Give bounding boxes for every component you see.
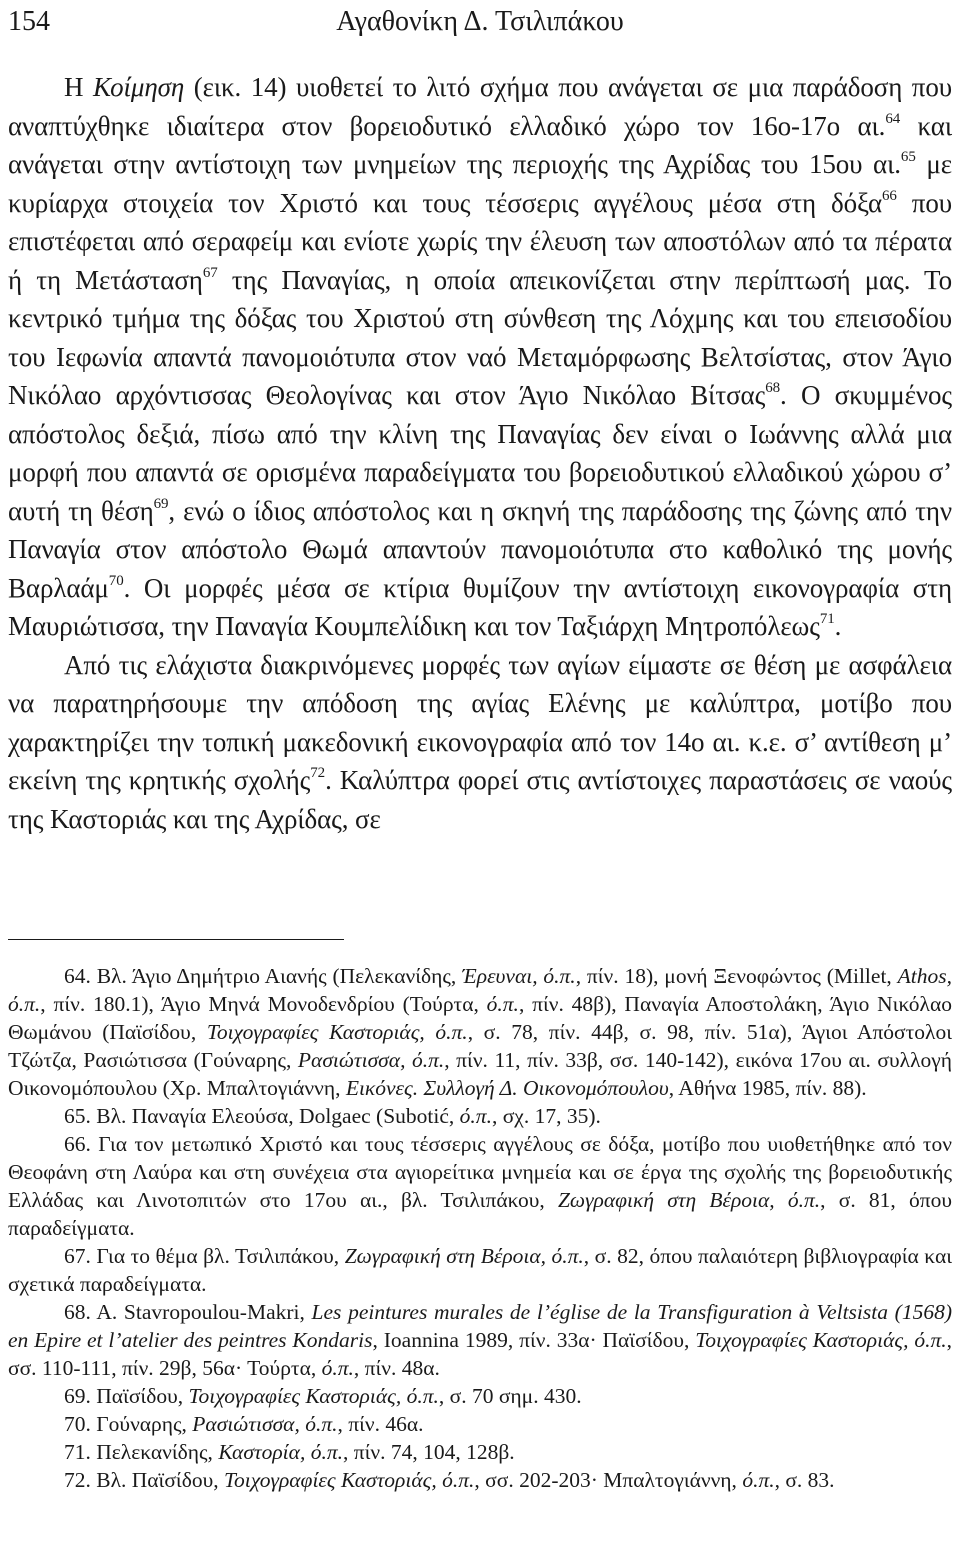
italic-run: ό.π. — [742, 1468, 775, 1492]
text-run: 71. Πελεκανίδης, — [64, 1440, 219, 1464]
footnote-70 — [8, 1410, 952, 1438]
text-run: , πίν. 11, πίν. 33β, σσ. 140-142), εικόνα 17ου αι. συλλογή Οικονομόπουλου (Χρ. Μπαλτογιάννη, — [8, 1048, 953, 1100]
text-run: 69. Παϊσίδου, — [64, 1384, 189, 1408]
footnote-ref-65[interactable]: 65 — [900, 149, 916, 165]
text-run: 65. Βλ. Παναγία Ελεούσα, Dolgaec (Subotić, — [64, 1104, 460, 1128]
main-text — [8, 68, 952, 838]
italic-run: ό.π. — [486, 992, 519, 1016]
text-run: , πίν. 74, 104, 128β. — [342, 1440, 515, 1464]
text-run: 64. Βλ. Άγιο Δημήτριο Αιανής (Πελεκανίδης, — [64, 964, 463, 988]
text-run: 66. Για τον μετωπικό Χριστό και τους τέσσερις αγγέλους σε δόξα, μοτίβο που υιοθετήθηκε από τον Θεοφάνη στη Λαύρα και στη συνέχεια στα αγιορείτικα μνημεία και σε έργα της σχολής της βορειοδυτικής Ελλάδας και Λινοτοπιτών στο 17ου αι., βλ. Τσιλιπάκου, — [8, 1132, 952, 1212]
footnote-ref-70[interactable]: 70 — [108, 572, 124, 589]
text-run: , Αθήνα 1985, πίν. 88). — [668, 1076, 867, 1100]
text-run: , σ. 83. — [774, 1468, 835, 1492]
footnotes — [8, 962, 952, 1494]
italic-run: Ζωγραφική στη Βέροια, ό.π. — [344, 1244, 584, 1268]
italic-run: Ζωγραφική στη Βέροια, ό.π. — [557, 1188, 821, 1212]
footnote-64 — [8, 962, 952, 1102]
text-run: . — [834, 611, 842, 641]
footnote-69 — [8, 1382, 952, 1410]
footnote-68 — [8, 1298, 952, 1382]
text-run: . Οι μορφές μέσα σε κτίρια θυμίζουν την αντίστοιχη εικονογραφία στη Μαυριώτισσα, την Παναγία Κουμπελίδικη και τον Ταξιάρχη Μητροπόλεως — [8, 572, 952, 641]
italic-run: Τοιχογραφίες Καστοριάς, ό.π. — [206, 1020, 468, 1044]
footnote-ref-69[interactable]: 69 — [153, 495, 169, 512]
text-run: , σ. 70 σημ. 430. — [438, 1384, 582, 1408]
italic-run: Ρασιώτισσα, ό.π. — [297, 1048, 445, 1072]
italic-run: Έρευναι, ό.π. — [462, 964, 576, 988]
text-run: , πίν. 48β), Παναγία Αποστολάκη, Άγιο Νικόλαο Θωμάνου (Παϊσίδου, — [8, 992, 952, 1044]
text-run: , ενώ ο ίδιος απόστολος και η σκηνή της παράδοσης της ζώνης από την Παναγία στον απόστολο Θωμά απαντούν πανομοιότυπα στο καθολικό της μονής Βαρλαάμ — [8, 495, 952, 603]
italic-run: Ρασιώτισσα, ό.π. — [192, 1412, 338, 1436]
text-run: , σ. 78, πίν. 44β, σ. 98, πίν. 51α), Άγιοι Απόστολοι Τζώτζα, Ρασιώτισσα (Γούναρης, — [8, 1020, 952, 1072]
text-run: 67. Για το θέμα βλ. Τσιλιπάκου, — [64, 1244, 345, 1268]
paragraph-1 — [8, 68, 952, 646]
footnote-ref-72[interactable]: 72 — [310, 765, 326, 781]
italic-run: Κοίμηση — [92, 72, 185, 102]
italic-run: Les peintures murales de l’église de la Transfiguration à Veltsista (1568) en Epire et l’atelier des peintres Kondaris — [8, 1300, 952, 1352]
text-run: Από τις ελάχιστα διακρινόμενες μορφές των αγίων είμαστε σε θέση με ασφάλεια να παρατηρήσουμε την απόδοση της αγίας Ελένης με καλύπτρα, μοτίβο που χαρακτηρίζει την τοπική μακεδονική εικονογραφία από τον 14ο αι. κ.ε. σ’ αντίθεση μ’ εκείνη της κρητικής σχολής — [8, 649, 952, 795]
paragraph-2 — [8, 646, 952, 839]
text-run: . Ο σκυμμένος απόστολος δεξιά, πίσω από την κλίνη της Παναγίας δεν είναι ο Ιωάννης αλλά μια μορφή που απαντά σε ορισμένα παραδείγματα του βορειοδυτικού ελλαδικού χώρου σ’ αυτή τη θέση — [8, 380, 953, 526]
italic-run: Τοιχογραφίες Καστοριάς, ό.π. — [695, 1328, 947, 1352]
footnote-67 — [8, 1242, 952, 1298]
text-run: , πίν. 46α. — [337, 1412, 424, 1436]
text-run: 68. A. Stavropoulou-Makri, — [64, 1300, 312, 1324]
text-run: , σχ. 17, 35). — [491, 1104, 601, 1128]
text-run: , Ioannina 1989, πίν. 33α· Παϊσίδου, — [372, 1328, 696, 1352]
italic-run: ό.π. — [321, 1356, 354, 1380]
italic-run: Athos, ό.π. — [8, 964, 952, 1016]
footnote-ref-71[interactable]: 71 — [819, 611, 835, 627]
text-run: , σσ. 110-111, πίν. 29β, 56α· Τούρτα, — [8, 1328, 952, 1380]
footnote-72 — [8, 1466, 952, 1494]
text-run: 70. Γούναρης, — [64, 1412, 193, 1436]
text-run: , πίν. 180.1), Άγιο Μηνά Μονοδενδρίου (Τούρτα, — [40, 992, 487, 1016]
footnote-ref-68[interactable]: 68 — [765, 380, 781, 396]
text-run: , σ. 82, όπου παλαιότερη βιβλιογραφία και σχετικά παραδείγματα. — [8, 1244, 952, 1296]
text-run: 72. Βλ. Παϊσίδου, — [64, 1468, 224, 1492]
text-run: και ανάγεται στην αντίστοιχη των μνημείων της περιοχής της Αχρίδας του 15ου αι. — [8, 110, 952, 179]
text-run: , σσ. 202-203· Μπαλτογιάννη, — [474, 1468, 743, 1492]
text-run: , πίν. 18), μονή Ξενοφώντος (Millet, — [575, 964, 898, 988]
text-run: που επιστέφεται από σεραφείμ και ενίοτε χωρίς την έλευση των αποστόλων από τα πέρατα ή τη Μετάσταση — [8, 187, 952, 295]
page-number: 154 — [8, 6, 50, 37]
footnote-66 — [8, 1130, 952, 1242]
text-run: με κυρίαρχα στοιχεία τον Χριστό και τους τέσσερις αγγέλους μέσα στη δόξα — [8, 149, 952, 218]
italic-run: Καστορία, ό.π. — [218, 1440, 343, 1464]
footnote-71 — [8, 1438, 952, 1466]
text-run: της Παναγίας, η οποία απεικονίζεται στην περίπτωσή μας. Το κεντρικό τμήμα της δόξας του Χριστού στη σύνθεση της Λόχμης και του επεισοδίου του Ιεφωνία απαντά πανομοιότυπα στον ναό Μεταμόρφωσης Βελτσίστας, στον Άγιο Νικόλαο αρχόντισσας Θεολογίνας και στον Άγιο Νικόλαο Βίτσας — [8, 264, 952, 410]
italic-run: Τοιχογραφίες Καστοριάς, ό.π. — [224, 1468, 475, 1492]
text-run: Η — [64, 72, 93, 102]
footnote-ref-66[interactable]: 66 — [882, 187, 897, 204]
running-head: Αγαθονίκη Δ. Τσιλιπάκου — [336, 6, 624, 37]
text-run: . Καλύπτρα φορεί στις αντίστοιχες παραστάσεις σε ναούς της Καστοριάς και της Αχρίδας, σε — [8, 765, 952, 834]
page-header — [8, 2, 952, 42]
footnote-separator — [8, 939, 344, 940]
footnote-ref-67[interactable]: 67 — [202, 264, 218, 281]
footnote-ref-64[interactable]: 64 — [885, 110, 901, 127]
text-run: , σ. 81, όπου παραδείγματα. — [8, 1188, 952, 1240]
text-run: , πίν. 48α. — [353, 1356, 440, 1380]
text-run: (εικ. 14) υιοθετεί το λιτό σχήμα που ανάγεται σε μια παράδοση που αναπτύχθηκε ιδιαίτερα στον βορειοδυτικό ελλαδικό χώρο τον 16ο-17ο αι. — [8, 72, 952, 141]
italic-run: Τοιχογραφίες Καστοριάς, ό.π. — [188, 1384, 439, 1408]
italic-run: ό.π. — [459, 1104, 492, 1128]
italic-run: Εικόνες. Συλλογή Δ. Οικονομόπουλου — [345, 1076, 669, 1100]
footnote-65 — [8, 1102, 952, 1130]
